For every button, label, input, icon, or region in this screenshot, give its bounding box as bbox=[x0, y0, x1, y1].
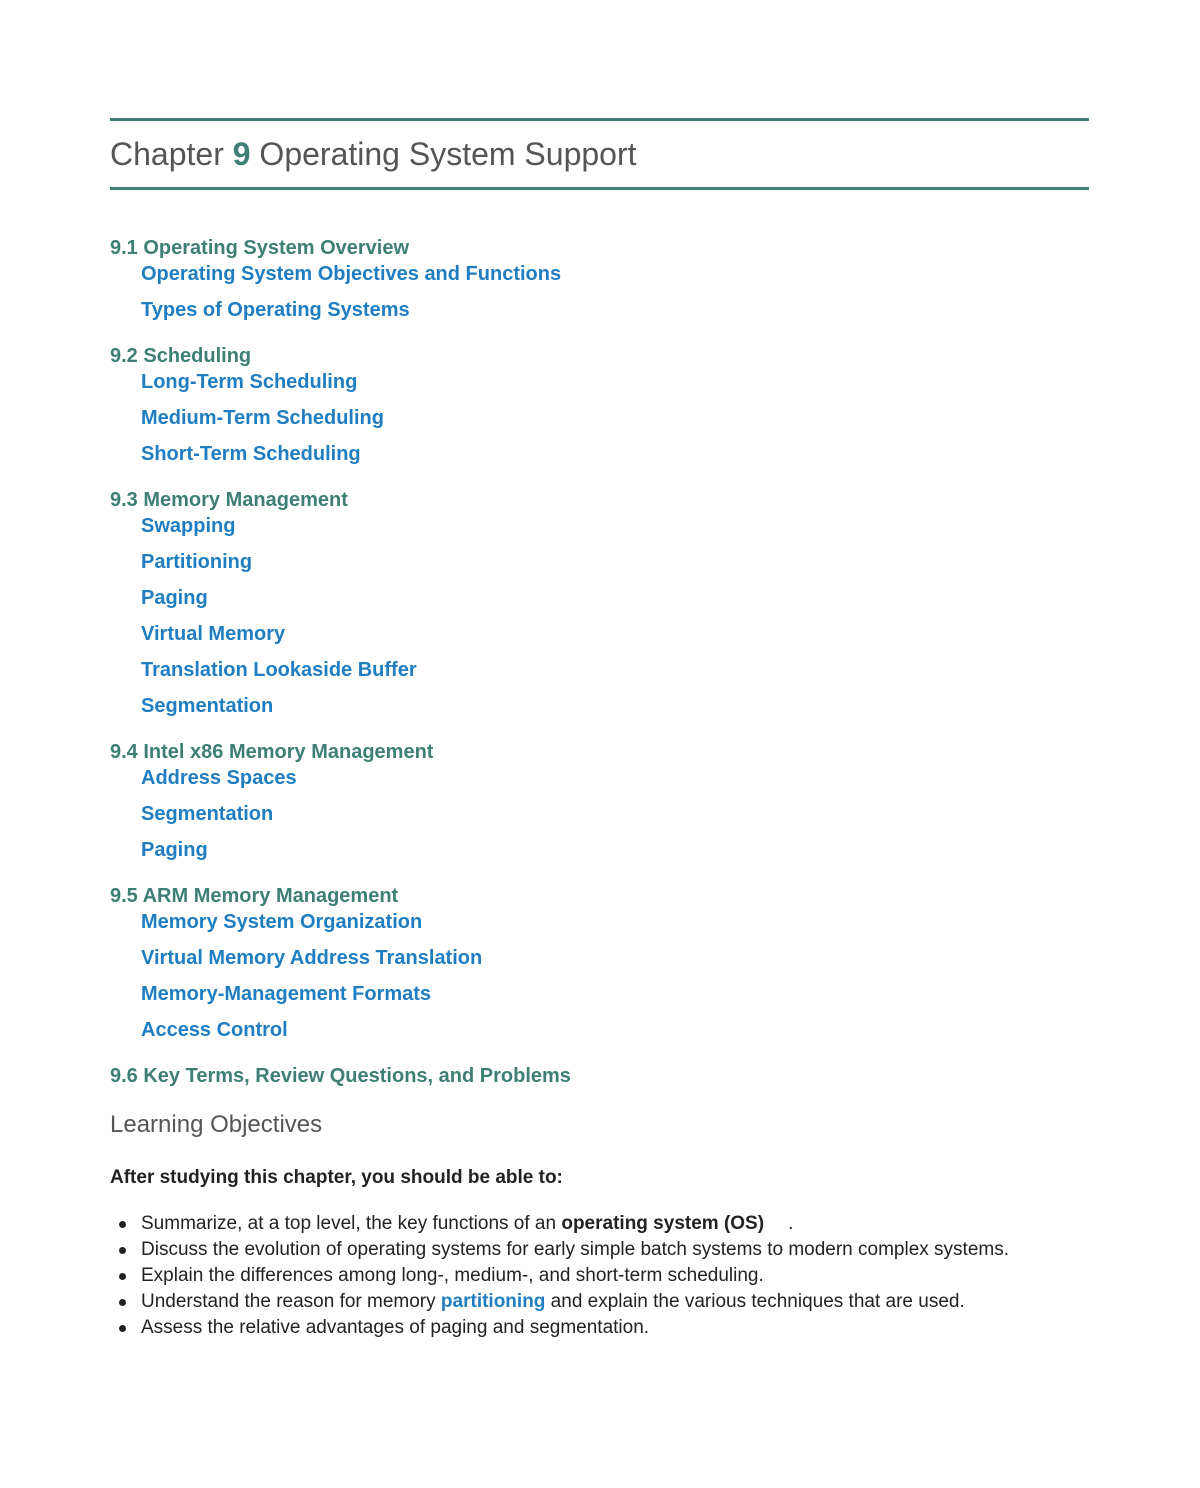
partitioning-link[interactable]: partitioning bbox=[440, 1291, 546, 1312]
toc-item[interactable]: Translation Lookaside Buffer bbox=[141, 659, 417, 681]
table-of-contents bbox=[110, 236, 1090, 1088]
list-item bbox=[110, 1237, 1081, 1263]
toc-section-9-6 bbox=[110, 1064, 1090, 1088]
bullet-icon bbox=[119, 1299, 126, 1306]
chapter-prefix: Chapter bbox=[110, 136, 224, 172]
toc-section-9-2 bbox=[110, 344, 1090, 466]
bullet-text: Discuss the evolution of operating systems for early simple batch systems to modern complex systems. bbox=[141, 1239, 1010, 1260]
toc-item[interactable]: Long-Term Scheduling bbox=[141, 371, 358, 393]
toc-item[interactable]: Segmentation bbox=[141, 803, 274, 825]
list-item bbox=[110, 1289, 1081, 1315]
toc-heading-9-6[interactable]: 9.6 Key Terms, Review Questions, and Problems bbox=[110, 1065, 571, 1087]
toc-heading-9-3[interactable]: 9.3 Memory Management bbox=[110, 489, 348, 511]
chapter-number: 9 bbox=[232, 136, 251, 172]
bullet-text-strong: operating system (OS) bbox=[561, 1213, 765, 1234]
toc-item[interactable]: Memory-Management Formats bbox=[141, 983, 432, 1005]
bullet-icon bbox=[119, 1247, 126, 1254]
toc-item[interactable]: Virtual Memory bbox=[141, 623, 286, 645]
toc-item[interactable]: Paging bbox=[141, 587, 208, 609]
toc-item[interactable]: Paging bbox=[141, 839, 208, 861]
toc-section-9-3 bbox=[110, 488, 1090, 718]
bullet-text-pre: Understand the reason for memory bbox=[141, 1291, 441, 1312]
bullet-text-pre: Summarize, at a top level, the key functions of an bbox=[141, 1213, 562, 1234]
bullet-icon bbox=[119, 1325, 126, 1332]
page-content bbox=[110, 118, 1090, 1341]
toc-item[interactable]: Medium-Term Scheduling bbox=[141, 407, 384, 429]
bullet-icon bbox=[119, 1221, 126, 1228]
toc-item[interactable]: Short-Term Scheduling bbox=[141, 443, 361, 465]
list-item bbox=[110, 1315, 1081, 1341]
toc-item[interactable]: Operating System Objectives and Functions bbox=[141, 263, 562, 285]
bottom-rule bbox=[110, 187, 1089, 190]
toc-section-9-5 bbox=[110, 884, 1090, 1042]
toc-item[interactable]: Address Spaces bbox=[141, 767, 297, 789]
chapter-name: Operating System Support bbox=[259, 136, 637, 172]
bullet-text: Explain the differences among long-, medium-, and short-term scheduling. bbox=[141, 1265, 764, 1286]
bullet-text-post: and explain the various techniques that are used. bbox=[545, 1291, 965, 1312]
toc-item[interactable]: Partitioning bbox=[141, 551, 253, 573]
toc-heading-9-1[interactable]: 9.1 Operating System Overview bbox=[110, 237, 410, 259]
toc-item[interactable]: Swapping bbox=[141, 515, 236, 537]
toc-item[interactable]: Access Control bbox=[141, 1019, 288, 1041]
chapter-title bbox=[110, 121, 1090, 187]
bullet-text-post: . bbox=[788, 1213, 794, 1234]
learning-objectives-list bbox=[110, 1211, 1090, 1341]
toc-section-9-4 bbox=[110, 740, 1090, 862]
bullet-text: Assess the relative advantages of paging and segmentation. bbox=[141, 1317, 650, 1338]
list-item bbox=[110, 1211, 1081, 1237]
toc-heading-9-2[interactable]: 9.2 Scheduling bbox=[110, 345, 252, 367]
toc-item[interactable]: Types of Operating Systems bbox=[141, 299, 410, 321]
list-item bbox=[110, 1263, 1081, 1289]
toc-heading-9-4[interactable]: 9.4 Intel x86 Memory Management bbox=[110, 741, 434, 763]
toc-heading-9-5[interactable]: 9.5 ARM Memory Management bbox=[110, 885, 399, 907]
learning-objectives-intro: After studying this chapter, you should be able to: bbox=[110, 1167, 563, 1188]
bullet-icon bbox=[119, 1273, 126, 1280]
learning-objectives-title: Learning Objectives bbox=[110, 1111, 323, 1138]
toc-item[interactable]: Segmentation bbox=[141, 695, 274, 717]
toc-item[interactable]: Memory System Organization bbox=[141, 911, 423, 933]
toc-item[interactable]: Virtual Memory Address Translation bbox=[141, 947, 483, 969]
toc-section-9-1 bbox=[110, 236, 1090, 322]
